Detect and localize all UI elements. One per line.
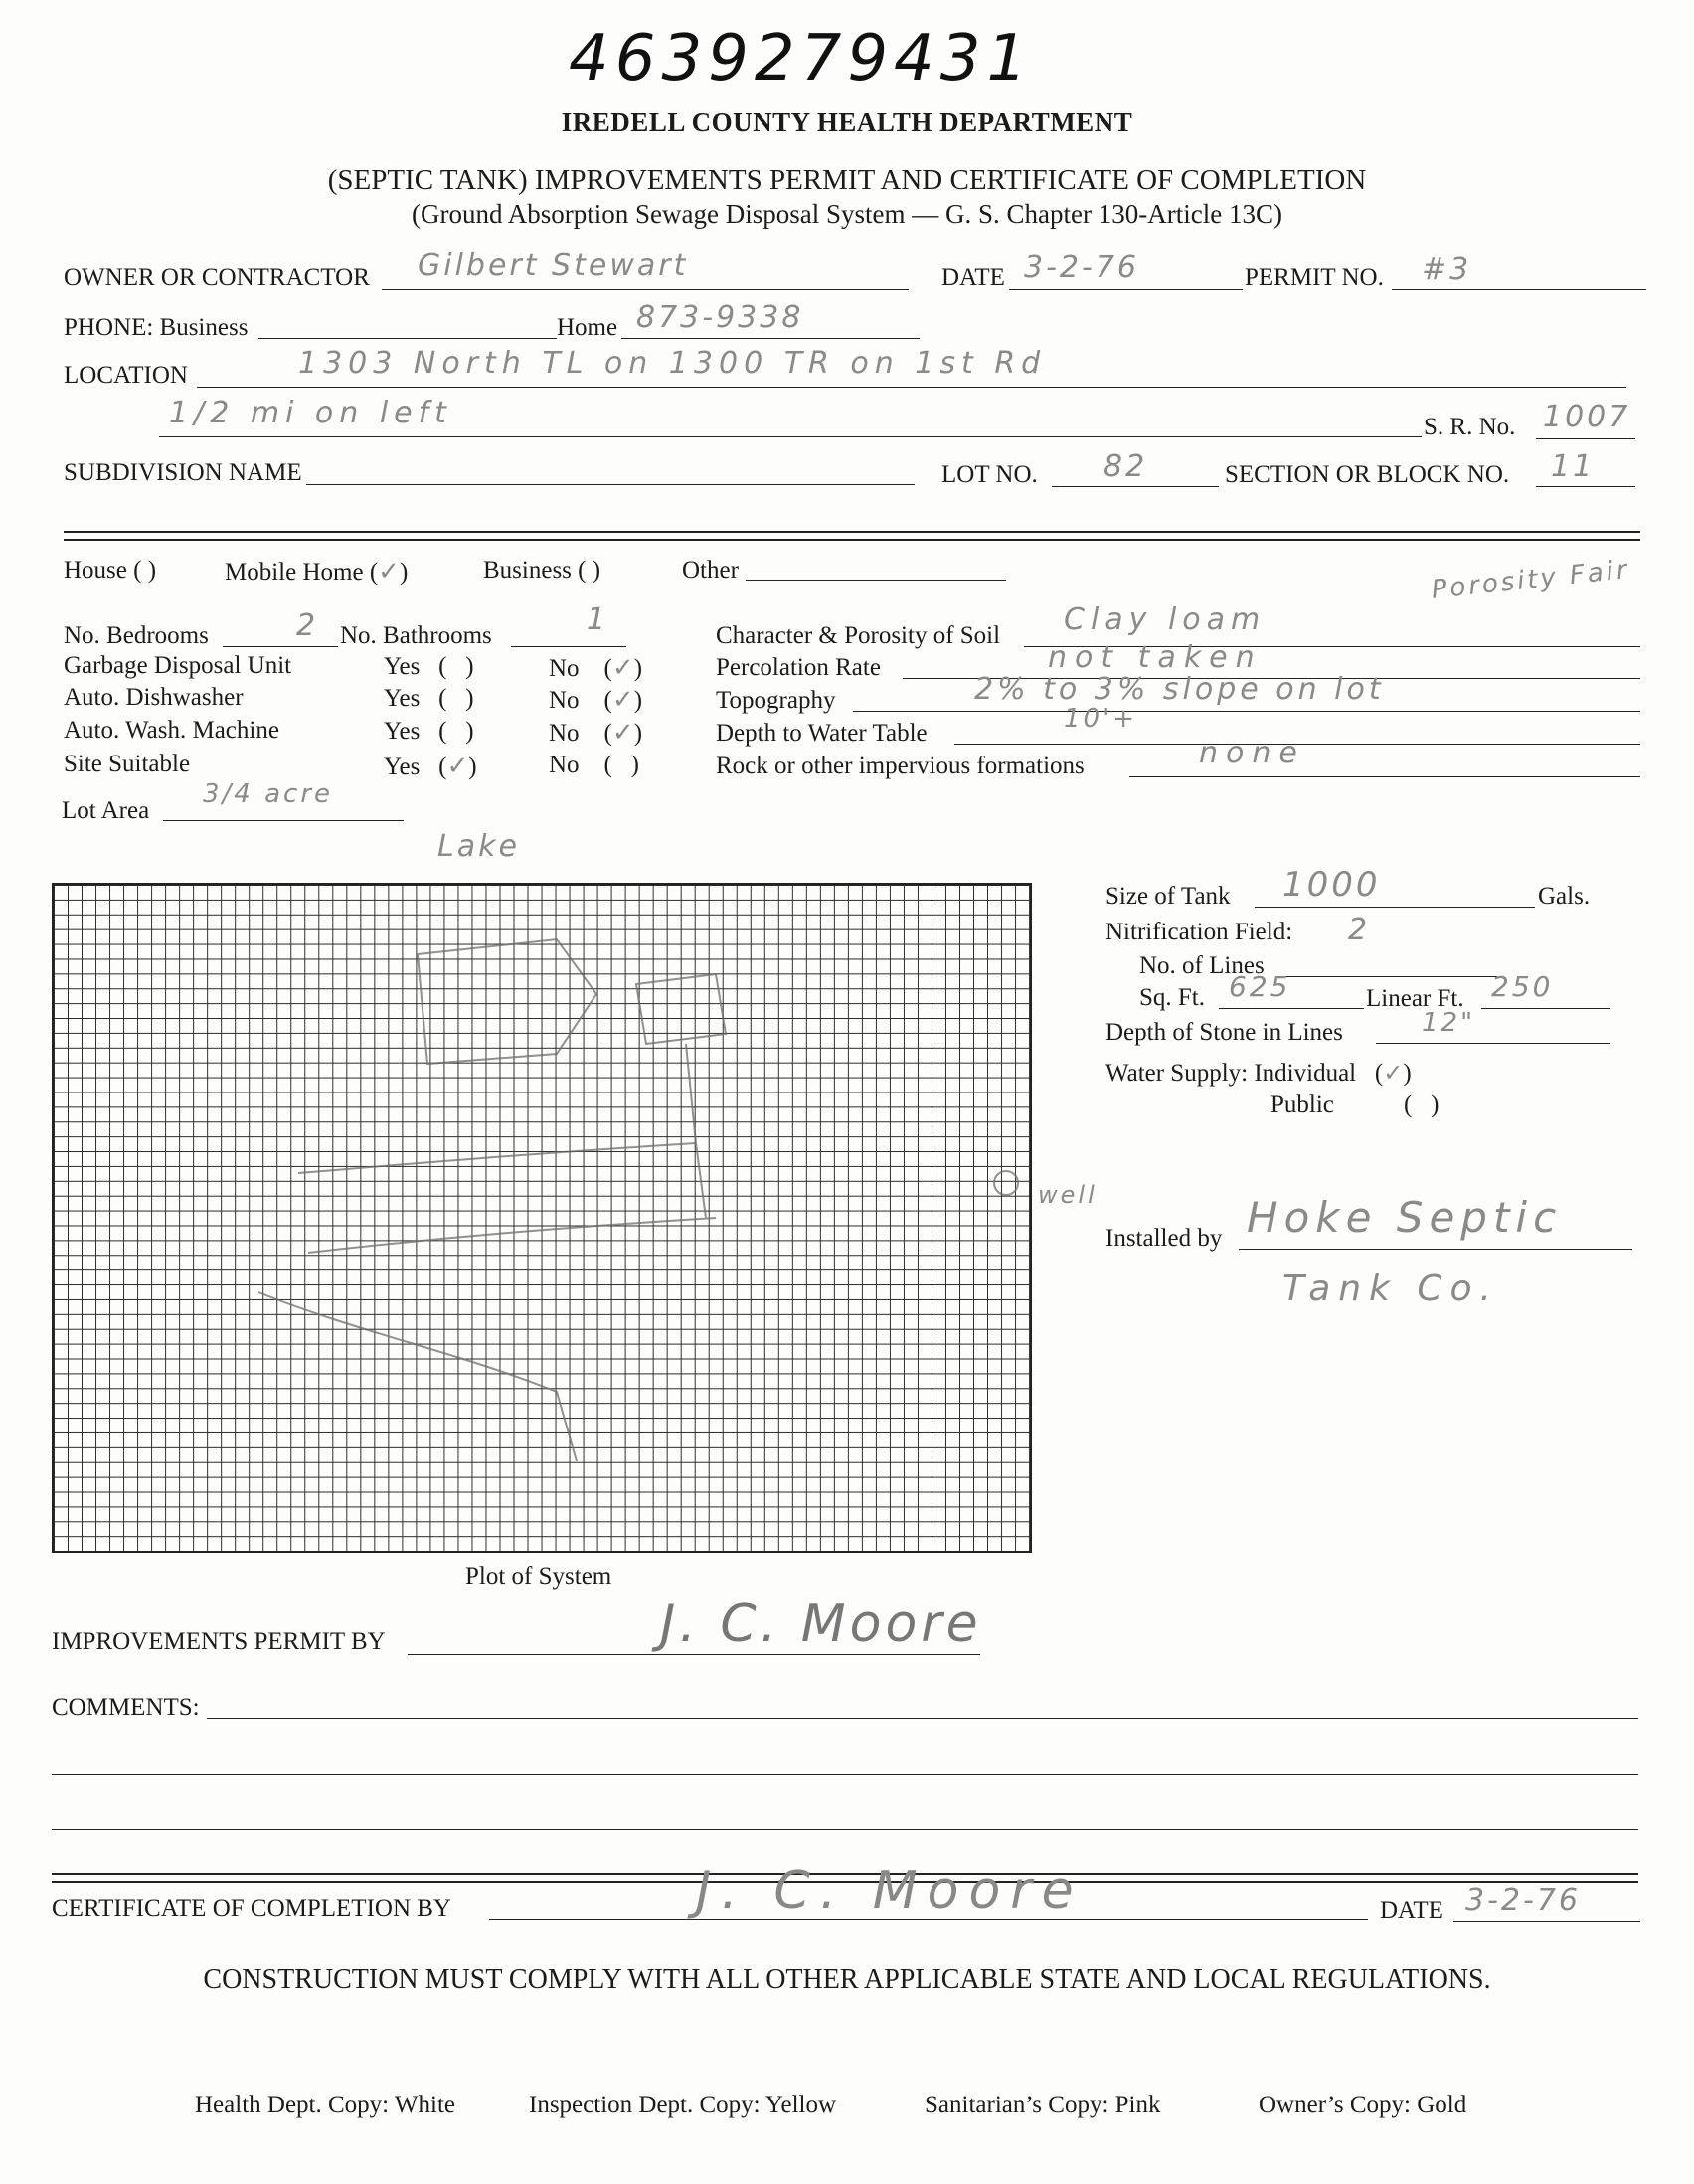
sketch-well-circle	[994, 1171, 1018, 1195]
garbage-disposal-no-label: No (	[549, 655, 612, 682]
comments-line-3	[52, 1829, 1638, 1830]
soil-porosity-note: Porosity Fair	[1430, 555, 1631, 605]
permit-by-signature: J. C. Moore	[660, 1595, 982, 1654]
wash-machine-label: Auto. Wash. Machine	[64, 717, 279, 744]
lot-area-value: 3/4 acre	[203, 779, 334, 809]
dishwasher-check: ✓	[611, 685, 634, 715]
dishwasher-no-label: No (	[549, 687, 612, 714]
comments-label: COMMENTS:	[52, 1694, 200, 1721]
agency-title: IREDELL COUNTY HEALTH DEPARTMENT	[561, 107, 1133, 137]
tank-gals-label: Gals.	[1538, 883, 1591, 910]
sq-ft-line	[1219, 1008, 1364, 1009]
water-table-label: Depth to Water Table	[716, 720, 928, 747]
permit-no-value: #3	[1422, 252, 1472, 287]
garbage-disposal-no-close: )	[633, 655, 643, 682]
section-value: 11	[1551, 449, 1596, 484]
owner-value: Gilbert Stewart	[418, 249, 689, 283]
wash-machine-no-label: No (	[549, 720, 612, 747]
site-suitable-check: ✓	[446, 752, 469, 781]
installed-by-line	[1239, 1249, 1632, 1250]
lake-label: Lake	[437, 829, 520, 864]
tank-size-value: 1000	[1282, 865, 1381, 905]
garbage-disposal-label: Garbage Disposal Unit	[64, 652, 292, 679]
individual-open: (	[1374, 1060, 1384, 1087]
lot-no-value: 82	[1103, 449, 1148, 484]
date-label: DATE	[941, 264, 1005, 291]
water-table-value: 10'+	[1064, 704, 1138, 734]
site-suitable-label: Site Suitable	[64, 751, 191, 777]
public-label: Public	[1270, 1092, 1334, 1118]
completion-by-signature: J. C. Moore	[696, 1861, 1084, 1921]
completion-date-label: DATE	[1380, 1897, 1443, 1924]
site-suitable-no: No ( )	[549, 752, 639, 778]
wash-machine-check: ✓	[611, 718, 634, 748]
sketch-tank	[636, 974, 726, 1044]
sq-ft-value: 625	[1229, 970, 1291, 1003]
garbage-disposal-check: ✓	[611, 653, 634, 683]
linear-ft-value: 250	[1491, 970, 1554, 1003]
wash-machine-no-close: )	[633, 720, 643, 747]
sq-ft-label: Sq. Ft.	[1139, 984, 1206, 1011]
water-supply-label: Water Supply: Individual	[1105, 1060, 1357, 1087]
linear-ft-line	[1481, 1008, 1610, 1009]
comments-line-1	[207, 1718, 1638, 1719]
linear-ft-label: Linear Ft.	[1366, 985, 1464, 1012]
bedrooms-value: 2	[296, 608, 319, 643]
sketch-house-outline	[418, 939, 596, 1064]
permit-no-label: PERMIT NO.	[1245, 264, 1384, 291]
mobile-home-label: Mobile Home (	[225, 559, 379, 586]
soil-porosity-value: Clay loam	[1064, 602, 1267, 637]
rock-formations-value: none	[1199, 736, 1305, 770]
site-suitable-yes-label: Yes (	[384, 754, 447, 780]
plot-caption: Plot of System	[465, 1563, 612, 1590]
phone-business-label: PHONE: Business	[64, 314, 249, 341]
installed-by-value-2: Tank Co.	[1282, 1268, 1499, 1309]
perc-rate-value: not taken	[1048, 640, 1263, 675]
phone-home-value: 873-9338	[636, 300, 804, 335]
sr-no-value: 1007	[1543, 400, 1631, 434]
lot-area-label: Lot Area	[62, 797, 150, 824]
individual-check: ✓	[1383, 1059, 1404, 1087]
tank-size-label: Size of Tank	[1105, 883, 1231, 910]
permit-by-line	[408, 1654, 980, 1655]
no-of-lines-line	[1282, 976, 1497, 977]
wash-machine-yes: Yes ( )	[384, 718, 474, 745]
phone-home-label: Home	[557, 314, 618, 341]
topography-value: 2% to 3% slope on lot	[974, 672, 1385, 707]
public-box: ( )	[1404, 1092, 1440, 1118]
comments-line-2	[52, 1774, 1638, 1775]
completion-date-value: 3-2-76	[1465, 1883, 1581, 1918]
subdivision-label: SUBDIVISION NAME	[64, 459, 302, 486]
mobile-home-close: )	[399, 559, 409, 586]
dishwasher-no-close: )	[633, 687, 643, 714]
date-value: 3-2-76	[1024, 251, 1139, 285]
tank-size-line	[1255, 907, 1535, 908]
form-title: (SEPTIC TANK) IMPROVEMENTS PERMIT AND CERTIFICATE OF COMPLETION	[327, 164, 1367, 196]
location-label: LOCATION	[64, 362, 188, 389]
completion-by-label: CERTIFICATE OF COMPLETION BY	[52, 1895, 451, 1922]
topography-label: Topography	[716, 687, 836, 714]
bathrooms-value: 1	[587, 602, 609, 637]
dishwasher-yes: Yes ( )	[384, 685, 474, 712]
business-option: Business ( )	[483, 557, 601, 584]
water-supply-individual	[1105, 1059, 1412, 1088]
bedrooms-label: No. Bedrooms	[64, 622, 209, 649]
completion-date-line	[1453, 1921, 1640, 1922]
location-value-1: 1303 North TL on 1300 TR on 1st Rd	[298, 346, 1047, 381]
nitrification-field-value: 2	[1348, 913, 1371, 947]
house-option: House ( )	[64, 557, 157, 584]
stone-depth-line	[1376, 1043, 1610, 1044]
owner-label: OWNER OR CONTRACTOR	[64, 264, 370, 291]
copy-sanitarian: Sanitarian’s Copy: Pink	[925, 2092, 1161, 2118]
lot-no-label: LOT NO.	[941, 461, 1038, 488]
other-option-label: Other	[682, 557, 739, 584]
copy-owner: Owner’s Copy: Gold	[1259, 2092, 1467, 2118]
rock-formations-label: Rock or other impervious formations	[716, 753, 1085, 779]
document-number: 4639279431	[569, 22, 1034, 95]
nitrification-field-label: Nitrification Field:	[1105, 919, 1293, 945]
location-value-2: 1/2 mi on left	[169, 396, 452, 430]
sketch-line-1	[298, 1143, 696, 1173]
sketch-pipe	[686, 1044, 706, 1218]
permit-by-label: IMPROVEMENTS PERMIT BY	[52, 1628, 386, 1655]
perc-rate-label: Percolation Rate	[716, 654, 881, 681]
sketch-drive	[258, 1292, 577, 1461]
copy-health-dept: Health Dept. Copy: White	[195, 2092, 455, 2118]
section-label: SECTION OR BLOCK NO.	[1225, 461, 1510, 488]
form-subtitle: (Ground Absorption Sewage Disposal System — G. S. Chapter 130-Article 13C)	[412, 199, 1282, 229]
stone-depth-label: Depth of Stone in Lines	[1105, 1019, 1343, 1046]
sr-no-label: S. R. No.	[1424, 414, 1516, 440]
mobile-home-check: ✓	[378, 557, 400, 587]
no-of-lines-label: No. of Lines	[1139, 952, 1265, 979]
copy-inspection-dept: Inspection Dept. Copy: Yellow	[529, 2092, 837, 2118]
site-suitable-yes-close: )	[468, 754, 477, 780]
installed-by-value-1: Hoke Septic	[1247, 1193, 1563, 1242]
construction-notice: CONSTRUCTION MUST COMPLY WITH ALL OTHER APPLICABLE STATE AND LOCAL REGULATIONS.	[203, 1964, 1491, 1995]
sketch-line-2	[308, 1218, 716, 1253]
installed-by-label: Installed by	[1105, 1225, 1223, 1252]
bathrooms-label: No. Bathrooms	[340, 622, 492, 649]
dishwasher-label: Auto. Dishwasher	[64, 684, 244, 711]
stone-depth-value: 12"	[1422, 1008, 1476, 1038]
well-label: well	[1038, 1181, 1098, 1209]
individual-close: )	[1403, 1060, 1412, 1087]
garbage-disposal-yes: Yes ( )	[384, 653, 474, 680]
soil-porosity-label: Character & Porosity of Soil	[716, 622, 1001, 649]
